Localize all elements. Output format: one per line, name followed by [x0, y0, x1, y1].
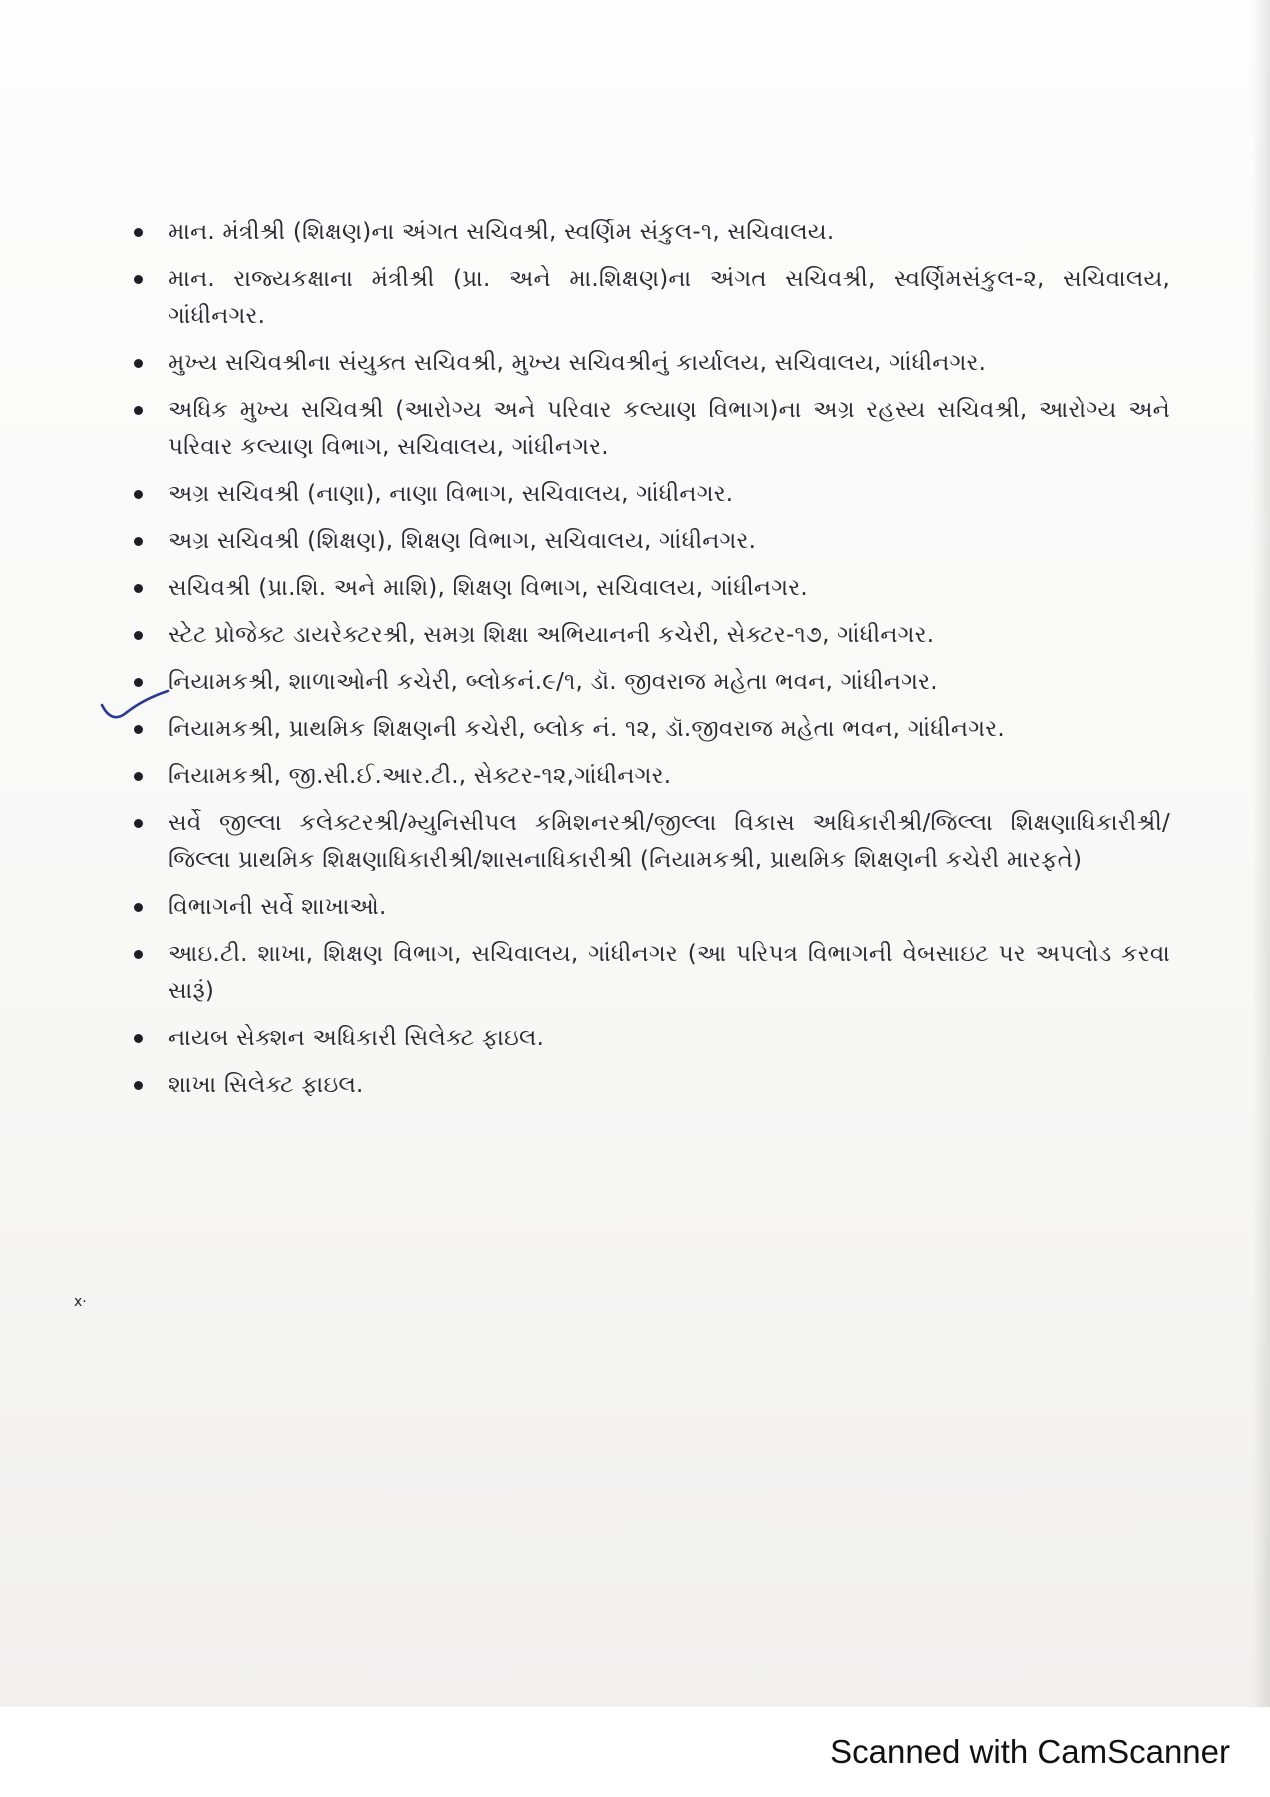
list-item — [130, 664, 1170, 701]
list-item-text: નાયબ સેક્શન અધિકારી સિલેક્ટ ફાઇલ. — [168, 1025, 545, 1051]
bullet-dot-icon — [134, 1081, 143, 1090]
pen-tick-icon — [100, 687, 170, 721]
camscanner-watermark: Scanned with CamScanner — [830, 1733, 1230, 1770]
list-item — [130, 1067, 1170, 1104]
bullet-dot-icon — [134, 950, 143, 959]
bullet-dot-icon — [134, 631, 143, 640]
bullet-dot-icon — [134, 275, 143, 284]
list-item-text: સર્વે જીલ્લા કલેક્ટરશ્રી/મ્યુનિસીપલ કમિશનરશ્રી/જીલ્લા વિકાસ અધિકારીશ્રી/જિલ્લા શિક્ષણાધિકારીશ્રી/જિલ્લા પ્રાથમિક શિક્ષણાધિકારીશ્રી/શાસનાધિકારીશ્રી (નિયામકશ્રી, પ્રાથમિક શિક્ષણની કચેરી મારફતે) — [168, 810, 1170, 873]
list-item — [130, 523, 1170, 560]
bullet-dot-icon — [134, 537, 143, 546]
list-item — [130, 214, 1170, 251]
list-item-text: અધિક મુખ્ય સચિવશ્રી (આરોગ્ય અને પરિવાર કલ્યાણ વિભાગ)ના અગ્ર રહસ્ય સચિવશ્રી, આરોગ્ય અને પરિવાર કલ્યાણ વિભાગ, સચિવાલય, ગાંધીનગર. — [168, 397, 1170, 460]
recipient-list — [130, 214, 1170, 1114]
list-item-text: મુખ્ય સચિવશ્રીના સંયુક્ત સચિવશ્રી, મુખ્ય સચિવશ્રીનું કાર્યાલય, સચિવાલય, ગાંધીનગર. — [168, 350, 987, 376]
bullet-dot-icon — [134, 359, 143, 368]
list-item-text: વિભાગની સર્વે શાખાઓ. — [168, 894, 387, 920]
list-item-text: અગ્ર સચિવશ્રી (નાણા), નાણા વિભાગ, સચિવાલય, ગાંધીનગર. — [168, 481, 734, 507]
list-item — [130, 936, 1170, 1010]
bullet-dot-icon — [134, 584, 143, 593]
bullet-dot-icon — [134, 678, 143, 687]
list-item — [130, 758, 1170, 795]
bullet-dot-icon — [134, 228, 143, 237]
list-item-text: આઇ.ટી. શાખા, શિક્ષણ વિભાગ, સચિવાલય, ગાંધીનગર (આ પરિપત્ર વિભાગની વેબસાઇટ પર અપલોડ કરવા સારૂં) — [168, 941, 1170, 1004]
bullet-dot-icon — [134, 1034, 143, 1043]
list-item — [130, 570, 1170, 607]
list-item-text: માન. રાજ્યકક્ષાના મંત્રીશ્રી (પ્રા. અને મા.શિક્ષણ)ના અંગત સચિવશ્રી, સ્વર્ણિમસંકુલ-૨, સચિવાલય, ગાંધીનગર. — [168, 266, 1170, 329]
bullet-dot-icon — [134, 903, 143, 912]
list-item — [130, 345, 1170, 382]
list-item-text: અગ્ર સચિવશ્રી (શિક્ષણ), શિક્ષણ વિભાગ, સચિવાલય, ગાંધીનગર. — [168, 528, 757, 554]
bullet-dot-icon — [134, 406, 143, 415]
list-item-text: સચિવશ્રી (પ્રા.શિ. અને માશિ), શિક્ષણ વિભાગ, સચિવાલય, ગાંધીનગર. — [168, 575, 808, 601]
list-item — [130, 476, 1170, 513]
list-item — [130, 1020, 1170, 1057]
list-item — [130, 261, 1170, 335]
list-item-text: શાખા સિલેક્ટ ફાઇલ. — [168, 1072, 364, 1098]
stray-mark: x· — [74, 1294, 87, 1310]
list-item-text: નિયામકશ્રી, પ્રાથમિક શિક્ષણની કચેરી, બ્લોક નં. ૧૨, ડૉ.જીવરાજ મહેતા ભવન, ગાંધીનગર. — [168, 716, 1005, 742]
list-item-text: માન. મંત્રીશ્રી (શિક્ષણ)ના અંગત સચિવશ્રી, સ્વર્ણિમ સંકુલ-૧, સચિવાલય. — [168, 219, 835, 245]
list-item-text: સ્ટેટ પ્રોજેક્ટ ડાયરેક્ટરશ્રી, સમગ્ર શિક્ષા અભિયાનની કચેરી, સેક્ટર-૧૭, ગાંધીનગર. — [168, 622, 935, 648]
bullet-dot-icon — [134, 819, 143, 828]
bullet-dot-icon — [134, 725, 143, 734]
list-item-text: નિયામકશ્રી, જી.સી.ઈ.આર.ટી., સેક્ટર-૧૨,ગાંધીનગર. — [168, 763, 672, 789]
list-item — [130, 392, 1170, 466]
list-item-text: નિયામકશ્રી, શાળાઓની કચેરી, બ્લોકનં.૯/૧, ડૉ. જીવરાજ મહેતા ભવન, ગાંધીનગર. — [168, 669, 938, 695]
list-item — [130, 805, 1170, 879]
list-item — [130, 711, 1170, 748]
list-item — [130, 889, 1170, 926]
page-edge-shadow — [1252, 0, 1270, 1720]
bullet-dot-icon — [134, 490, 143, 499]
bullet-dot-icon — [134, 772, 143, 781]
list-item — [130, 617, 1170, 654]
